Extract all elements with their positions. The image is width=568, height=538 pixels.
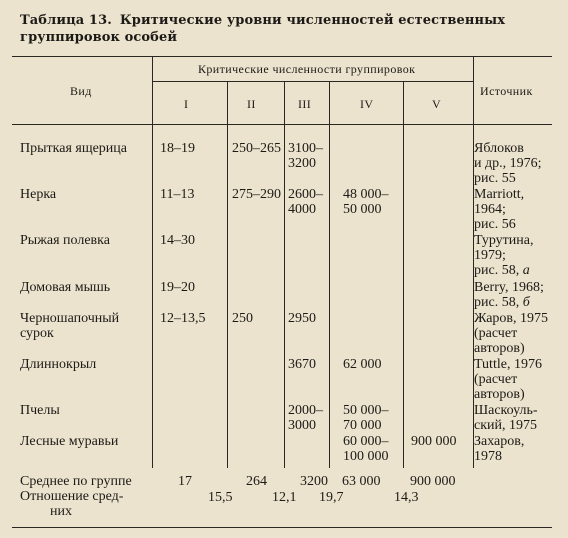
- level-1-value: 19–20: [160, 280, 195, 295]
- source-text: рис. 58,: [474, 263, 523, 278]
- source-line: [474, 187, 524, 202]
- mean-value-5: 900 000: [410, 474, 456, 489]
- source-text: Захаров,: [474, 434, 525, 449]
- level-3-value: 3670: [288, 357, 316, 372]
- source-line: [474, 341, 525, 356]
- level-4-value: 48 000–: [343, 187, 389, 202]
- source-text: Яблоков: [474, 141, 524, 156]
- header-level-2: II: [247, 97, 256, 111]
- level-1-value: 11–13: [160, 187, 195, 202]
- level-4-value: 50 000–: [343, 403, 389, 418]
- source-text: рис. 55: [474, 171, 516, 186]
- source-line: [474, 387, 525, 402]
- source-line: [474, 141, 524, 156]
- level-2-value: 250–265: [232, 141, 281, 156]
- level-5-value: 900 000: [411, 434, 457, 449]
- source-text: (расчет: [474, 326, 518, 341]
- mean-value-4: 63 000: [342, 474, 381, 489]
- source-line: [474, 403, 538, 418]
- species-name: Нерка: [20, 187, 57, 202]
- ratio-value-3: 19,7: [319, 490, 344, 505]
- header-level-5: V: [432, 97, 442, 111]
- species-name: Рыжая полевка: [20, 233, 110, 248]
- source-line: [474, 156, 542, 171]
- mean-value-1: 17: [178, 474, 192, 489]
- source-text: Турутина,: [474, 233, 534, 248]
- source-text: (расчет: [474, 372, 518, 387]
- source-line: [474, 202, 506, 217]
- mean-label: Среднее по группе: [20, 474, 132, 489]
- bottom-rule: [12, 527, 552, 528]
- source-text: Marriott,: [474, 187, 525, 202]
- source-text: Шаскоуль-: [474, 403, 538, 418]
- level-4-value: 100 000: [343, 449, 389, 464]
- level-4-value: 70 000: [343, 418, 382, 433]
- header-level-4: IV: [360, 97, 374, 111]
- level-2-value: 250: [232, 311, 253, 326]
- species-name-continued: сурок: [20, 326, 54, 341]
- col-rule-1: [227, 81, 228, 468]
- species-name: Прыткая ящерица: [20, 141, 128, 156]
- source-text: рис. 56: [474, 217, 516, 232]
- source-text: 1979;: [474, 248, 506, 263]
- source-figure-letter: а: [522, 263, 530, 278]
- level-3-value: 3100–: [288, 141, 323, 156]
- source-text: Tuttle, 1976: [474, 357, 542, 372]
- level-4-value: 62 000: [343, 357, 382, 372]
- source-line: [474, 434, 524, 449]
- species-name: Длиннокрыл: [20, 357, 97, 372]
- species-name: Домовая мышь: [20, 280, 111, 295]
- level-1-value: 14–30: [160, 233, 195, 248]
- header-level-3: III: [298, 97, 312, 111]
- source-text: рис. 58,: [474, 295, 523, 310]
- source-text: авторов): [474, 341, 525, 356]
- source-line: [474, 280, 544, 295]
- header-level-1: I: [184, 97, 189, 111]
- species-name: Черношапочный: [20, 311, 120, 326]
- source-line: [474, 248, 506, 263]
- source-line: [474, 357, 542, 372]
- source-text: 1978: [474, 449, 502, 464]
- table-caption: [20, 12, 550, 46]
- source-line: [474, 171, 516, 186]
- source-line: [474, 326, 517, 341]
- col-rule-4: [403, 81, 404, 468]
- source-line: [474, 449, 502, 464]
- source-text: ский, 1975: [474, 418, 537, 433]
- source-text: 1964;: [474, 202, 506, 217]
- level-1-value: 12–13,5: [160, 311, 206, 326]
- table-title: Критические уровни численностей естественных группировок особей: [20, 13, 506, 45]
- source-text: и др., 1976;: [474, 156, 542, 171]
- col-rule-species: [152, 56, 153, 468]
- mean-value-2: 264: [246, 474, 267, 489]
- level-3-value: 4000: [288, 202, 316, 217]
- level-3-value: 2600–: [288, 187, 323, 202]
- ratio-value-1: 15,5: [208, 490, 233, 505]
- mean-value-3: 3200: [300, 474, 328, 489]
- level-4-value: 60 000–: [343, 434, 389, 449]
- col-rule-2: [284, 81, 285, 468]
- header-group-span: Критические численности группировок: [198, 62, 416, 76]
- source-line: [474, 263, 530, 278]
- header-source: Источник: [480, 84, 533, 98]
- level-3-value: 3000: [288, 418, 316, 433]
- ratio-label-line-1: Отношение сред-: [20, 489, 124, 504]
- group-header-rule: [152, 81, 473, 82]
- species-name: Пчелы: [20, 403, 60, 418]
- source-line: [474, 217, 516, 232]
- source-text: авторов): [474, 387, 525, 402]
- ratio-value-4: 14,3: [394, 490, 419, 505]
- header-bottom-rule: [12, 124, 552, 125]
- level-3-value: 2950: [288, 311, 316, 326]
- ratio-label-line-2: них: [50, 504, 72, 519]
- source-line: [474, 418, 537, 433]
- source-line: [474, 372, 517, 387]
- ratio-value-2: 12,1: [272, 490, 297, 505]
- source-line: [474, 311, 548, 326]
- top-rule: [12, 56, 552, 57]
- header-species: Вид: [70, 84, 92, 98]
- level-4-value: 50 000: [343, 202, 382, 217]
- source-figure-letter: б: [522, 295, 530, 310]
- species-name: Лесные муравьи: [20, 434, 119, 449]
- col-rule-3: [329, 81, 330, 468]
- source-text: Berry, 1968;: [474, 280, 544, 295]
- table-number: Таблица 13.: [20, 13, 112, 28]
- source-line: [474, 295, 530, 310]
- source-line: [474, 233, 534, 248]
- level-2-value: 275–290: [232, 187, 281, 202]
- source-text: Жаров, 1975: [474, 311, 549, 326]
- level-3-value: 2000–: [288, 403, 323, 418]
- level-3-value: 3200: [288, 156, 316, 171]
- level-1-value: 18–19: [160, 141, 195, 156]
